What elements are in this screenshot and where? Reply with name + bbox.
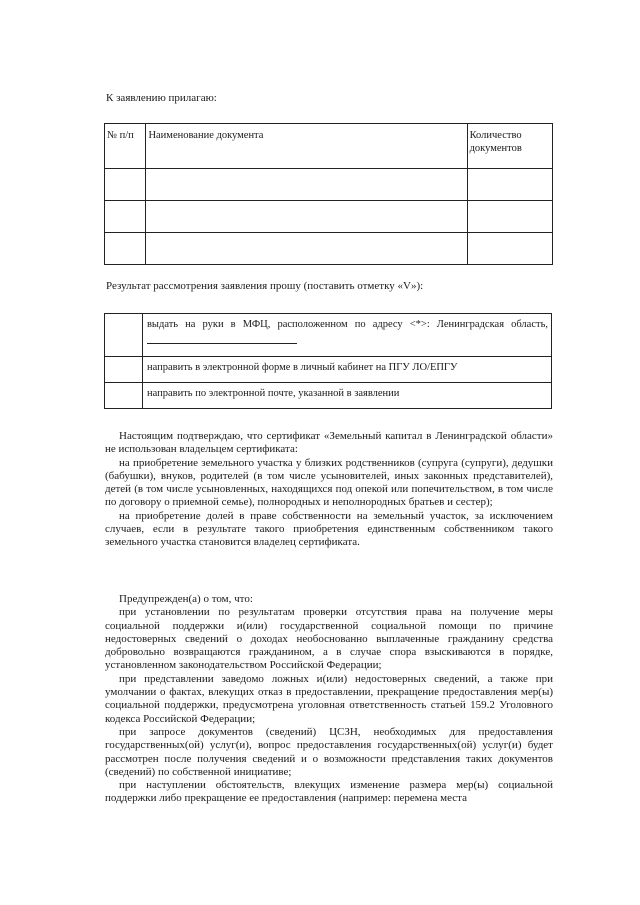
address-blank-line[interactable] <box>147 333 297 344</box>
header-number: № п/п <box>105 124 146 169</box>
table-cell[interactable] <box>146 169 467 201</box>
result-checkbox-cell[interactable] <box>105 383 143 409</box>
result-options-table <box>104 313 552 409</box>
table-cell[interactable] <box>146 233 467 265</box>
table-cell[interactable] <box>467 201 552 233</box>
table-cell[interactable] <box>105 233 146 265</box>
warning-section <box>105 593 553 806</box>
table-row <box>105 233 553 265</box>
result-option-row <box>105 383 552 409</box>
header-document-name: Наименование документа <box>146 124 467 169</box>
warning-item: при наступлении обстоятельств, влекущих изменение размера мер(ы) социальной поддержки либо прекращение ее предоставления (например: перемена места <box>105 779 553 805</box>
documents-table <box>104 123 553 265</box>
result-option-label: выдать на руки в МФЦ, расположенном по адресу <*>: Ленинградская область, <box>142 314 551 357</box>
confirmation-item: на приобретение земельного участка у близких родственников (супруга (супруги), дедушки (бабушки), внуков, родителей (в том числе усыновителей, иных законных представителей), детей (в том числе усыновленных, находящихся под опекой или попечительством, в том числе по договору о приемной семье), полнородных и неполнородных братьев и сестер); <box>105 456 553 509</box>
table-row <box>105 169 553 201</box>
table-cell[interactable] <box>146 201 467 233</box>
table-row <box>105 201 553 233</box>
table-cell[interactable] <box>467 169 552 201</box>
table-header-row <box>105 124 553 169</box>
confirmation-section <box>105 430 553 550</box>
result-option-row <box>105 314 552 357</box>
warning-item: при запросе документов (сведений) ЦСЗН, необходимых для предоставления государственных(ой) услуг(и), вопрос предоставления государственных(ой) услуг(и) будет рассмотрен после получения сведений и о возможности представления таких документов (сведений) по собственной инициативе; <box>105 725 553 778</box>
result-option-label: направить по электронной почте, указанной в заявлении <box>142 383 551 409</box>
result-checkbox-cell[interactable] <box>105 357 143 383</box>
table-cell[interactable] <box>105 169 146 201</box>
confirmation-item: на приобретение долей в праве собственности на земельный участок, за исключением случаев, если в результате такого приобретения единственным собственником такого земельного участка становится владелец сертификата. <box>105 509 553 549</box>
result-option-row <box>105 357 552 383</box>
confirmation-lead: Настоящим подтверждаю, что сертификат «Земельный капитал в Ленинградской области» не использован владельцем сертификата: <box>105 430 553 456</box>
attachments-intro: К заявлению прилагаю: <box>106 92 217 104</box>
table-cell[interactable] <box>105 201 146 233</box>
result-checkbox-cell[interactable] <box>105 314 143 357</box>
result-prompt: Результат рассмотрения заявления прошу (поставить отметку «V»): <box>106 280 424 292</box>
warning-item: при представлении заведомо ложных и(или) недостоверных сведений, а также при умолчании о фактах, влекущих отказ в предоставлении, прекращение предоставления мер(ы) социальной поддержки, предусмотрена уголовная ответственность статьей 159.2 Уголовного кодекса Российской Федерации; <box>105 672 553 725</box>
table-cell[interactable] <box>467 233 552 265</box>
warning-item: при установлении по результатам проверки отсутствия права на получение меры социальной поддержки и(или) государственной социальной помощи по причине недостоверных сведений о доходах необоснованно выплаченные гражданину средства добровольно возвращаются гражданином, а в случае спора взыскиваются в порядке, установленном законодательством Российской Федерации; <box>105 606 553 672</box>
result-option-label: направить в электронной форме в личный кабинет на ПГУ ЛО/ЕПГУ <box>142 357 551 383</box>
warning-lead: Предупрежден(а) о том, что: <box>119 593 253 605</box>
header-document-count: Количество документов <box>467 124 552 169</box>
